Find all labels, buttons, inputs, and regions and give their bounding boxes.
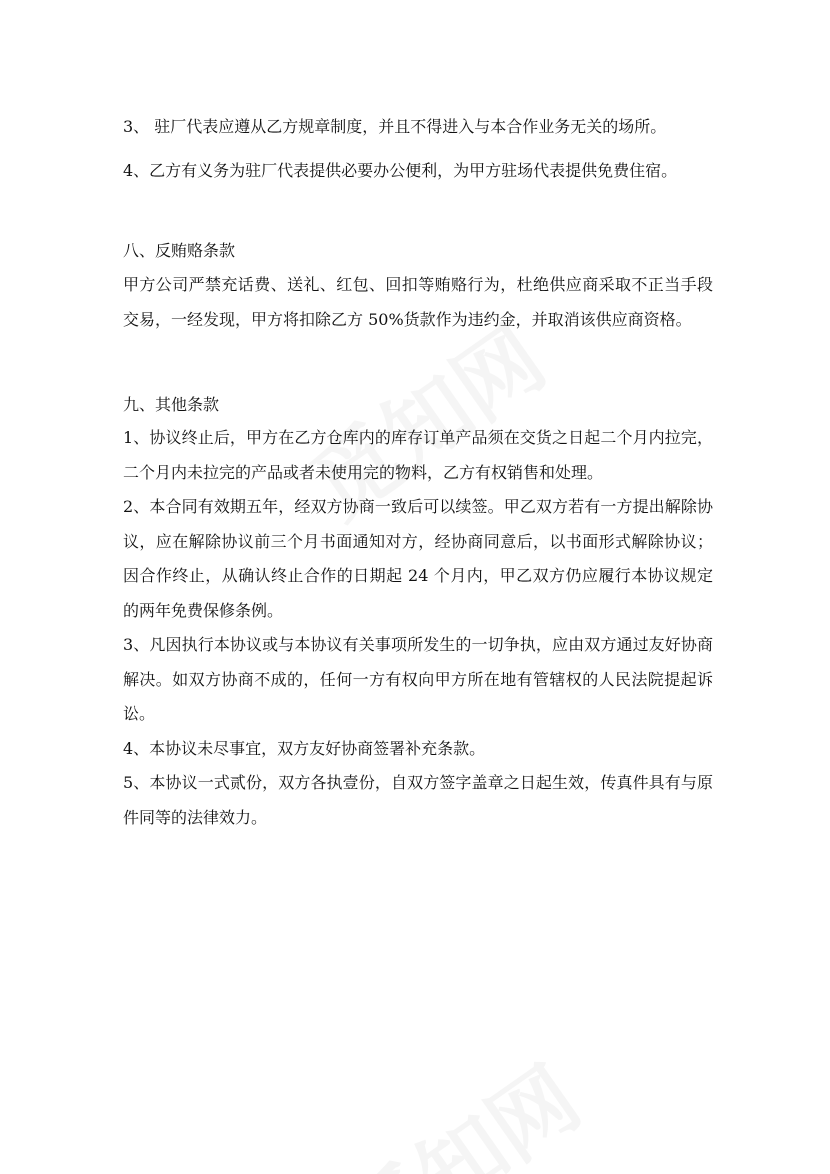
section-7-continuation [123, 110, 713, 188]
section-title: 八、反贿赂条款 [123, 241, 236, 260]
spacer [123, 337, 713, 389]
section-8 [123, 235, 713, 337]
clause-9-1: 1、协议终止后，甲方在乙方仓库内的库存订单产品须在交货之日起二个月内拉完，二个月内未拉完的产品或者未使用完的物料，乙方有权销售和处理。 [123, 428, 713, 482]
section-title: 九、其他条款 [123, 395, 220, 414]
document-body [123, 110, 713, 835]
clause-9-2: 2、本合同有效期五年，经双方协商一致后可以续签。甲乙双方若有一方提出解除协议，应在解除协议前三个月书面通知对方，经协商同意后，以书面形式解除协议；因合作终止，从确认终止合作的日期起 24 个月内，甲乙双方仍应履行本协议规定的两年免费保修条例。 [123, 497, 713, 620]
clause-9-4: 4、本协议未尽事宜，双方友好协商签署补充条款。 [123, 738, 486, 758]
clause-7-3: 3、 驻厂代表应遵从乙方规章制度，并且不得进入与本合作业务无关的场所。 [123, 117, 667, 136]
clause-9-5: 5、本协议一式贰份，双方各执壹份，自双方签字盖章之日起生效，传真件具有与原件同等的法律效力。 [123, 773, 713, 827]
spacer [123, 188, 713, 235]
clause-7-4: 4、乙方有义务为驻厂代表提供必要办公便利，为甲方驻场代表提供免费住宿。 [123, 160, 678, 180]
section-9 [123, 389, 713, 835]
section-8-body: 甲方公司严禁充话费、送礼、红包、回扣等贿赂行为，杜绝供应商采取不正当手段交易，一经发现，甲方将扣除乙方 50%货款作为违约金，并取消该供应商资格。 [123, 275, 713, 329]
watermark [318, 1032, 600, 1174]
clause-9-3: 3、凡因执行本协议或与本协议有关事项所发生的一切争执，应由双方通过友好协商解决。如双方协商不成的，任何一方有权向甲方所在地有管辖权的人民法院提起诉讼。 [123, 635, 713, 723]
